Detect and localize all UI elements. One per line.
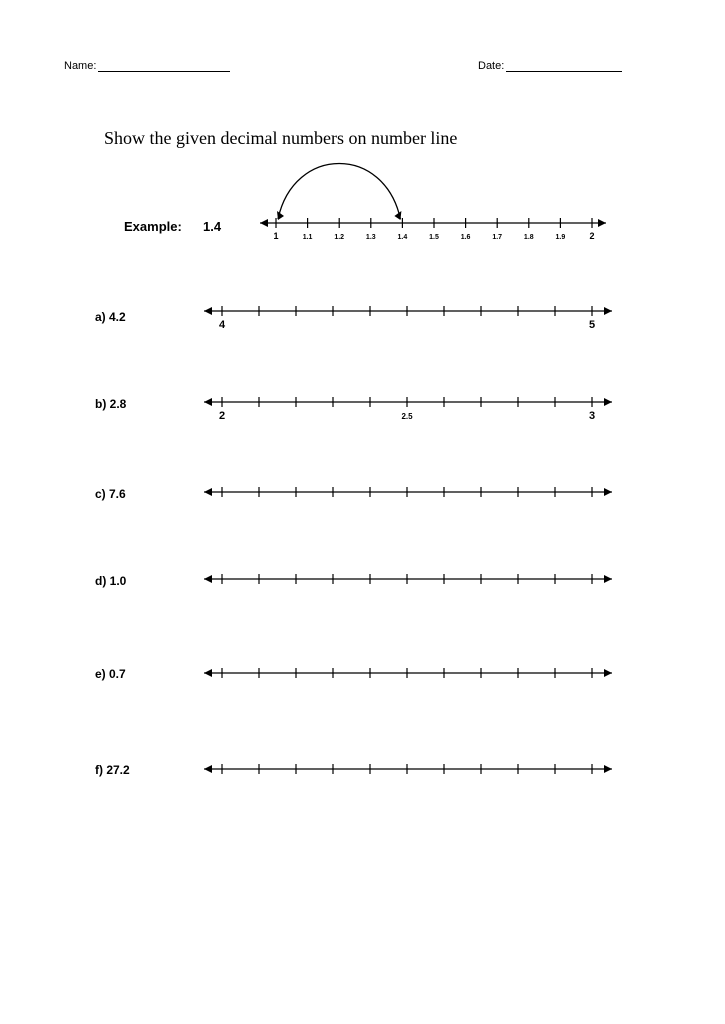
example-tick-label: 1.2 — [334, 234, 345, 241]
problem-f-left-arrow — [204, 765, 212, 773]
problem-e-right-arrow — [604, 669, 612, 677]
example-tick-label: 1.7 — [492, 234, 503, 241]
example-tick-label: 1.1 — [302, 234, 313, 241]
example-tick-label: 1.3 — [365, 234, 376, 241]
problem-a-end-label: 5 — [588, 319, 596, 331]
example-arc-arrow-right — [394, 211, 401, 220]
problem-f-label: f) 27.2 — [95, 763, 130, 777]
example-jump-arc — [278, 164, 400, 220]
example-tick-label: 1.5 — [429, 234, 439, 241]
problem-a-label: a) 4.2 — [95, 310, 126, 324]
problem-e-left-arrow — [204, 669, 212, 677]
problem-d-left-arrow — [204, 575, 212, 583]
problem-b-left-arrow — [204, 398, 212, 406]
example-tick-label: 1.4 — [397, 234, 408, 241]
example-value: 1.4 — [203, 219, 222, 234]
problem-d-right-arrow — [604, 575, 612, 583]
example-tick-label: 1 — [273, 231, 279, 241]
problem-e-label: e) 0.7 — [95, 667, 126, 681]
problem-a-left-arrow — [204, 307, 212, 315]
example-right-arrow — [598, 219, 606, 227]
example-arc-arrow-left — [277, 211, 284, 220]
example-left-arrow — [260, 219, 268, 227]
problem-d-label: d) 1.0 — [95, 574, 127, 588]
problem-a-start-label: 4 — [218, 319, 226, 331]
date-label: Date: — [478, 60, 505, 72]
problem-f-right-arrow — [604, 765, 612, 773]
problem-c-right-arrow — [604, 488, 612, 496]
name-label: Name: — [64, 60, 97, 72]
problem-b-label: b) 2.8 — [95, 397, 127, 411]
problem-b-mid-label: 2.5 — [401, 412, 413, 421]
example-tick-label: 1.6 — [460, 234, 471, 241]
problem-b-end-label: 3 — [588, 410, 596, 422]
example-tick-label: 2 — [589, 231, 595, 241]
problem-a-right-arrow — [604, 307, 612, 315]
problem-b-start-label: 2 — [218, 410, 226, 422]
example-tick-label: 1.8 — [523, 234, 534, 241]
problem-c-left-arrow — [204, 488, 212, 496]
problem-c-label: c) 7.6 — [95, 487, 126, 501]
example-label: Example: — [124, 219, 182, 234]
example-tick-label: 1.9 — [555, 234, 566, 241]
problem-b-right-arrow — [604, 398, 612, 406]
instruction-text: Show the given decimal numbers on number line — [104, 128, 458, 148]
